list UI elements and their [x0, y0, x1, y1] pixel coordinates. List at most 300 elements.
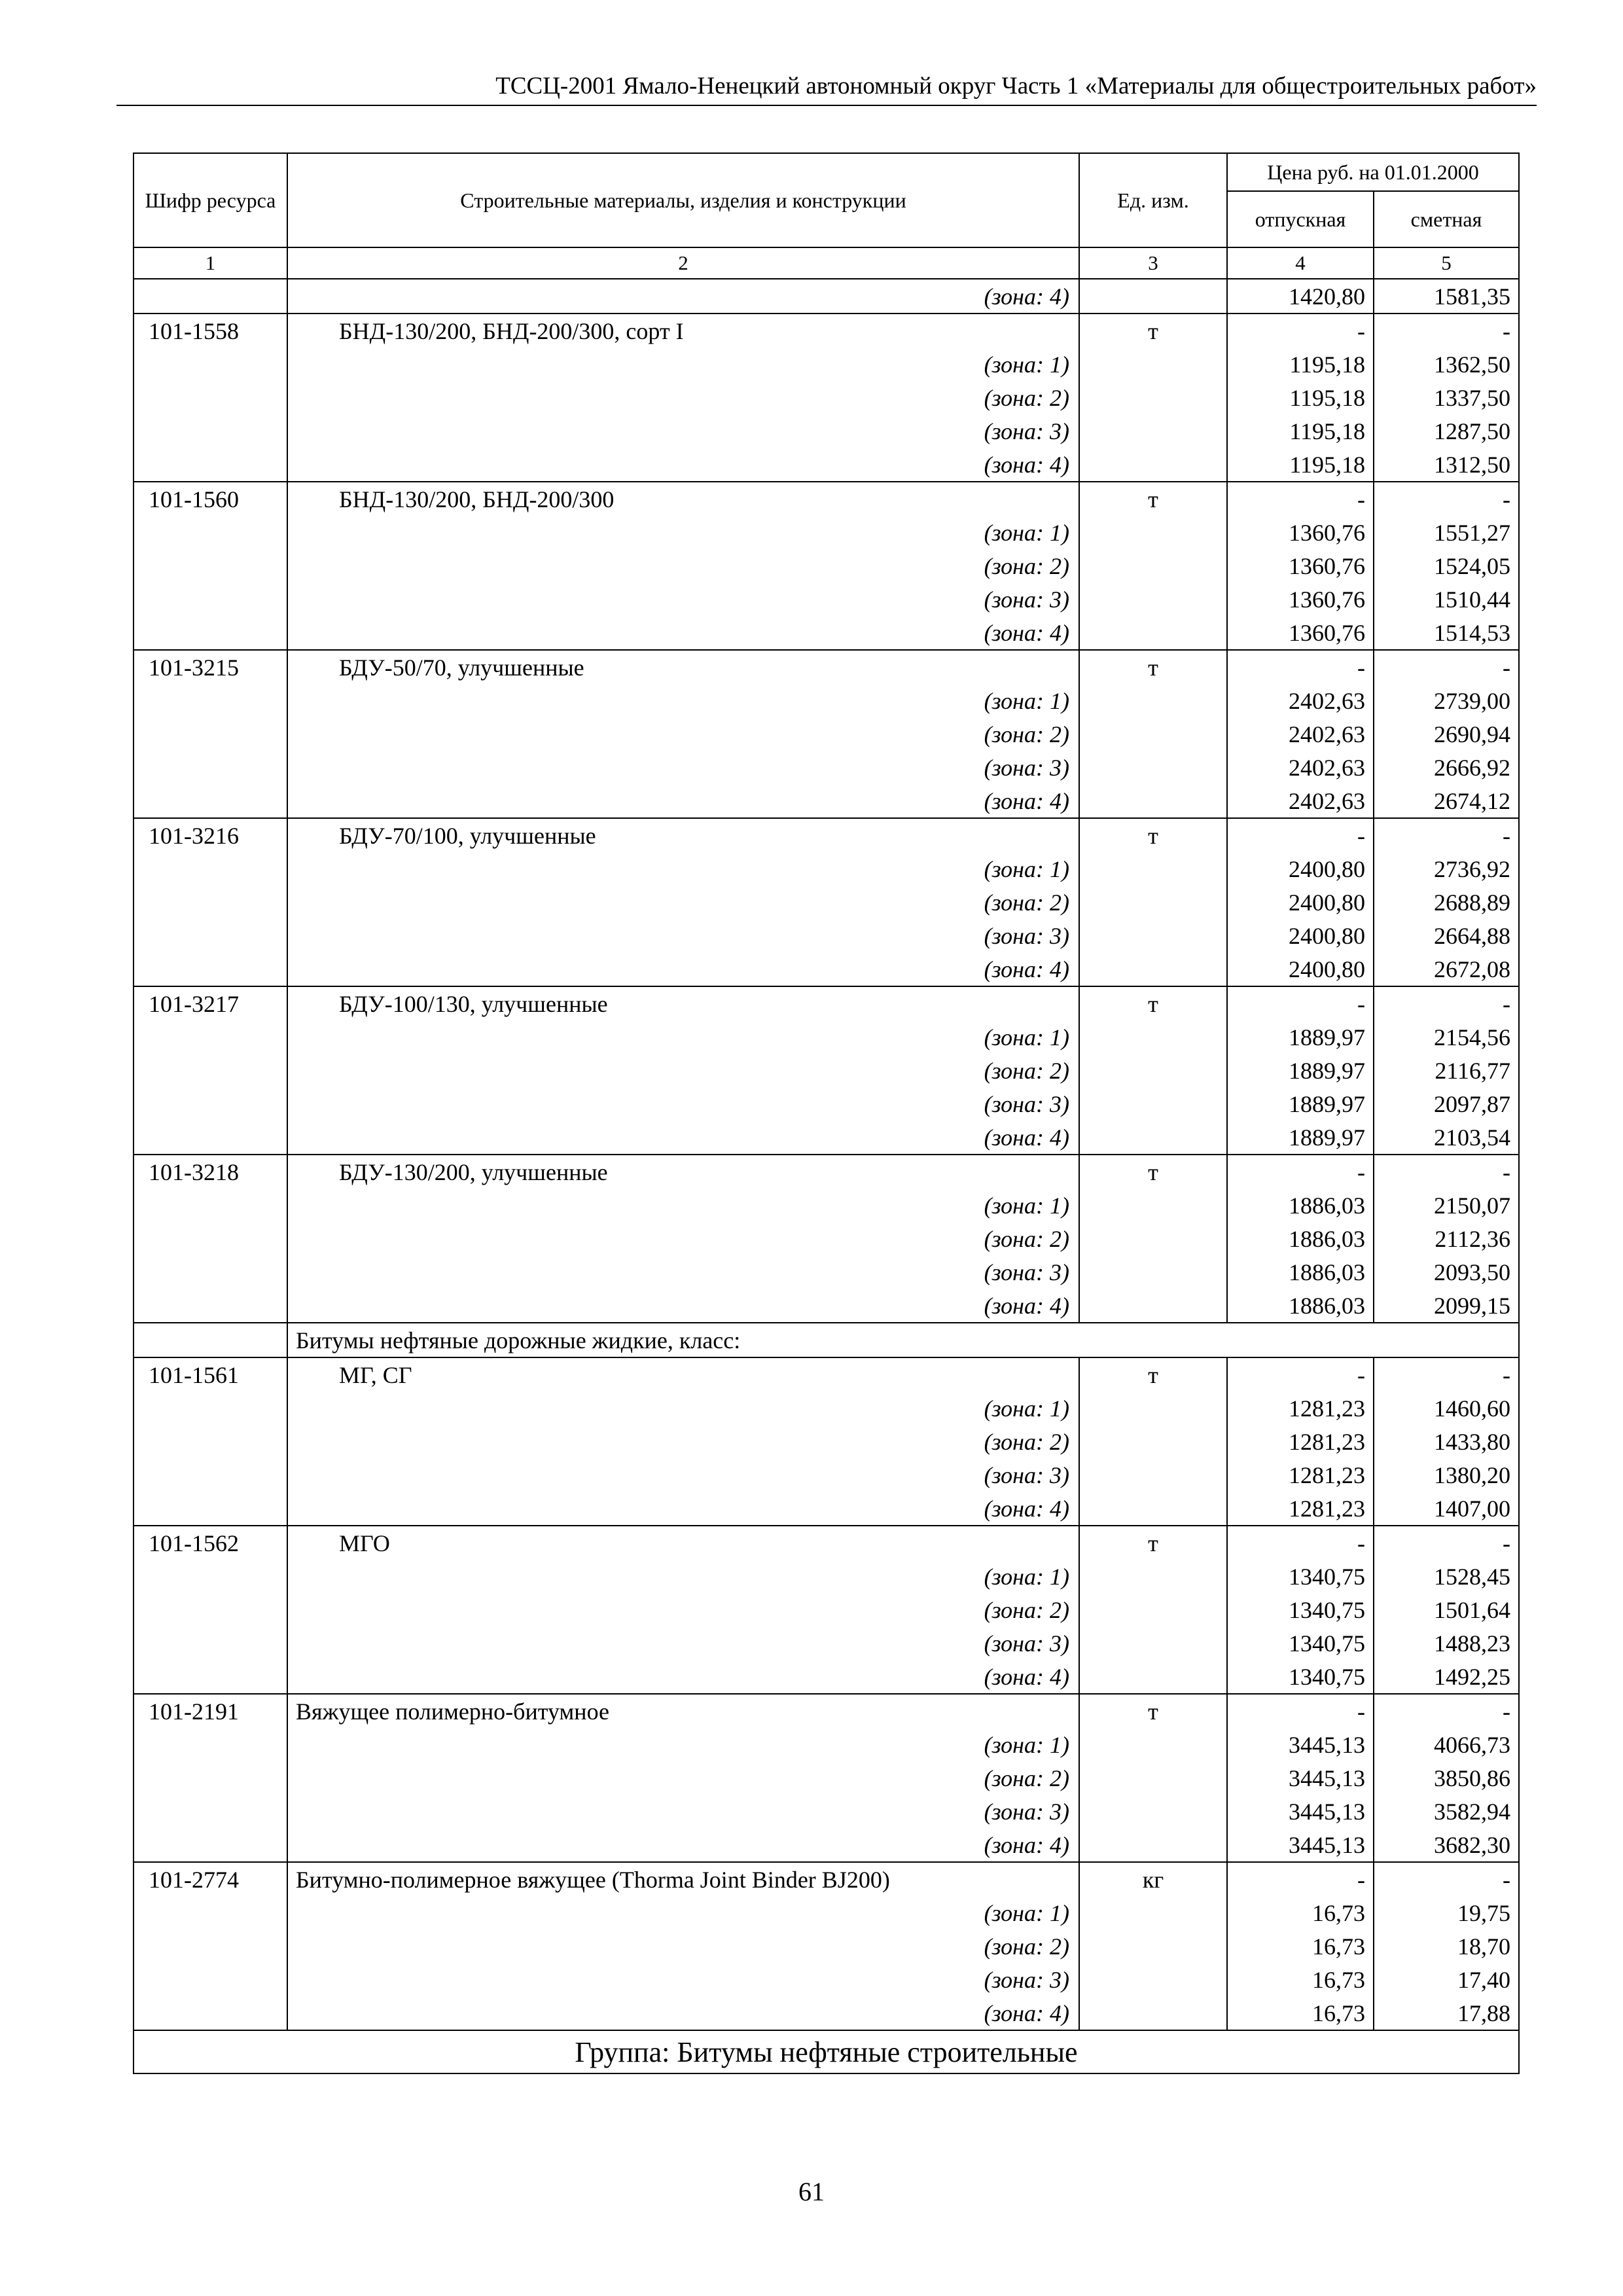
resource-code — [134, 1929, 287, 1963]
resource-code — [134, 1896, 287, 1929]
zone-label: (зона: 3) — [287, 414, 1079, 448]
release-price: 1886,03 — [1227, 1255, 1374, 1289]
resource-code — [134, 1728, 287, 1761]
estimate-price: 1407,00 — [1374, 1492, 1519, 1526]
item-row — [134, 482, 1519, 516]
release-price: 2402,63 — [1227, 751, 1374, 784]
estimate-price: 2666,92 — [1374, 751, 1519, 784]
estimate-price: 2672,08 — [1374, 952, 1519, 986]
release-price: 1889,97 — [1227, 1121, 1374, 1155]
unit — [1079, 1660, 1227, 1694]
resource-code — [134, 919, 287, 952]
zone-row — [134, 1761, 1519, 1795]
release-price: 1340,75 — [1227, 1560, 1374, 1593]
resource-code — [134, 1593, 287, 1626]
release-price: 1886,03 — [1227, 1222, 1374, 1255]
resource-code: 101-3216 — [134, 818, 287, 852]
estimate-price: 1514,53 — [1374, 616, 1519, 650]
estimate-price: 1492,25 — [1374, 1660, 1519, 1694]
zone-label: (зона: 2) — [287, 1593, 1079, 1626]
unit — [1079, 784, 1227, 818]
resource-code — [134, 1425, 287, 1458]
resource-code: 101-2774 — [134, 1862, 287, 1896]
material-name: Вяжущее полимерно-битумное — [287, 1694, 1079, 1728]
release-price: - — [1227, 650, 1374, 684]
zone-row — [134, 751, 1519, 784]
estimate-price: 2739,00 — [1374, 684, 1519, 717]
unit: т — [1079, 986, 1227, 1020]
zone-label: (зона: 1) — [287, 852, 1079, 886]
resource-code — [134, 1222, 287, 1255]
release-price: 3445,13 — [1227, 1828, 1374, 1862]
unit — [1079, 1492, 1227, 1526]
zone-row — [134, 1593, 1519, 1626]
release-price: 3445,13 — [1227, 1795, 1374, 1828]
resource-code — [134, 1054, 287, 1087]
estimate-price: 3582,94 — [1374, 1795, 1519, 1828]
estimate-price: 2099,15 — [1374, 1289, 1519, 1323]
release-price: 1340,75 — [1227, 1660, 1374, 1694]
release-price: 1360,76 — [1227, 616, 1374, 650]
resource-code — [134, 1121, 287, 1155]
zone-label: (зона: 4) — [287, 1828, 1079, 1862]
zone-row — [134, 1963, 1519, 1996]
estimate-price: 17,88 — [1374, 1996, 1519, 2030]
release-price: - — [1227, 1357, 1374, 1391]
resource-code — [134, 549, 287, 583]
zone-row — [134, 684, 1519, 717]
unit: т — [1079, 1694, 1227, 1728]
zone-label: (зона: 2) — [287, 549, 1079, 583]
zone-label: (зона: 1) — [287, 684, 1079, 717]
release-price: 2400,80 — [1227, 886, 1374, 919]
zone-label: (зона: 4) — [287, 1121, 1079, 1155]
unit: кг — [1079, 1862, 1227, 1896]
unit — [1079, 1189, 1227, 1222]
estimate-price: 1524,05 — [1374, 549, 1519, 583]
zone-row — [134, 1222, 1519, 1255]
estimate-price: 1528,45 — [1374, 1560, 1519, 1593]
release-price: 16,73 — [1227, 1963, 1374, 1996]
release-price: - — [1227, 1526, 1374, 1560]
zone-row — [134, 717, 1519, 751]
zone-label: (зона: 1) — [287, 1896, 1079, 1929]
estimate-price: 1337,50 — [1374, 381, 1519, 414]
zone-label: (зона: 3) — [287, 1458, 1079, 1492]
release-price: 16,73 — [1227, 1896, 1374, 1929]
header-price: Цена руб. на 01.01.2000 — [1227, 153, 1519, 191]
resource-code — [134, 1492, 287, 1526]
unit — [1079, 886, 1227, 919]
resource-code — [134, 1020, 287, 1054]
column-number: 4 — [1227, 247, 1374, 279]
group-title: Группа: Битумы нефтяные строительные — [134, 2030, 1519, 2073]
unit — [1079, 1020, 1227, 1054]
unit — [1079, 381, 1227, 414]
item-row — [134, 314, 1519, 348]
zone-row — [134, 1795, 1519, 1828]
zone-label: (зона: 1) — [287, 348, 1079, 381]
unit — [1079, 1996, 1227, 2030]
resource-code: 101-1561 — [134, 1357, 287, 1391]
zone-row — [134, 549, 1519, 583]
unit: т — [1079, 482, 1227, 516]
unit — [1079, 1255, 1227, 1289]
section-title: Битумы нефтяные дорожные жидкие, класс: — [287, 1323, 1519, 1357]
unit: т — [1079, 650, 1227, 684]
zone-row — [134, 1289, 1519, 1323]
unit — [1079, 852, 1227, 886]
release-price: 1195,18 — [1227, 381, 1374, 414]
unit — [1079, 1458, 1227, 1492]
zone-row — [134, 1121, 1519, 1155]
estimate-price: 2154,56 — [1374, 1020, 1519, 1054]
resource-code — [134, 784, 287, 818]
resource-code — [134, 1761, 287, 1795]
zone-row — [134, 1660, 1519, 1694]
unit — [1079, 414, 1227, 448]
zone-label: (зона: 3) — [287, 1963, 1079, 1996]
release-price: - — [1227, 1155, 1374, 1189]
price-table — [133, 152, 1520, 2074]
header-estimate: сметная — [1374, 191, 1519, 247]
release-price: 3445,13 — [1227, 1728, 1374, 1761]
release-price: 1420,80 — [1227, 279, 1374, 314]
zone-row — [134, 279, 1519, 314]
zone-label: (зона: 1) — [287, 1728, 1079, 1761]
unit — [1079, 616, 1227, 650]
estimate-price: 1581,35 — [1374, 279, 1519, 314]
item-row — [134, 1526, 1519, 1560]
zone-row — [134, 1425, 1519, 1458]
resource-code: 101-1562 — [134, 1526, 287, 1560]
zone-label: (зона: 4) — [287, 1492, 1079, 1526]
section-row — [134, 1323, 1519, 1357]
zone-label: (зона: 2) — [287, 1054, 1079, 1087]
item-row — [134, 1862, 1519, 1896]
unit — [1079, 717, 1227, 751]
resource-code — [134, 1189, 287, 1222]
unit — [1079, 1391, 1227, 1425]
page-number: 61 — [798, 2177, 825, 2206]
estimate-price: 19,75 — [1374, 1896, 1519, 1929]
zone-label: (зона: 2) — [287, 381, 1079, 414]
material-name: БДУ-70/100, улучшенные — [287, 818, 1079, 852]
estimate-price: - — [1374, 1526, 1519, 1560]
material-name: БНД-130/200, БНД-200/300, сорт I — [287, 314, 1079, 348]
zone-row — [134, 1054, 1519, 1087]
unit — [1079, 348, 1227, 381]
estimate-price: 2688,89 — [1374, 886, 1519, 919]
resource-code: 101-3215 — [134, 650, 287, 684]
resource-code — [134, 1828, 287, 1862]
material-name: БНД-130/200, БНД-200/300 — [287, 482, 1079, 516]
unit — [1079, 1222, 1227, 1255]
zone-row — [134, 1728, 1519, 1761]
release-price: 1886,03 — [1227, 1289, 1374, 1323]
estimate-price: 2674,12 — [1374, 784, 1519, 818]
release-price: 3445,13 — [1227, 1761, 1374, 1795]
zone-label: (зона: 1) — [287, 1560, 1079, 1593]
estimate-price: 2116,77 — [1374, 1054, 1519, 1087]
release-price: 1360,76 — [1227, 549, 1374, 583]
zone-label: (зона: 3) — [287, 1795, 1079, 1828]
unit — [1079, 1289, 1227, 1323]
resource-code — [134, 616, 287, 650]
unit — [1079, 1795, 1227, 1828]
zone-row — [134, 1626, 1519, 1660]
estimate-price: 1510,44 — [1374, 583, 1519, 616]
zone-label: (зона: 3) — [287, 583, 1079, 616]
estimate-price: - — [1374, 314, 1519, 348]
material-name: БДУ-130/200, улучшенные — [287, 1155, 1079, 1189]
unit — [1079, 919, 1227, 952]
material-name: МГ, СГ — [287, 1357, 1079, 1391]
zone-label: (зона: 3) — [287, 1255, 1079, 1289]
estimate-price: 2097,87 — [1374, 1087, 1519, 1121]
release-price: 1281,23 — [1227, 1458, 1374, 1492]
estimate-price: 18,70 — [1374, 1929, 1519, 1963]
estimate-price: - — [1374, 986, 1519, 1020]
item-row — [134, 1357, 1519, 1391]
resource-code — [134, 1391, 287, 1425]
release-price: 1340,75 — [1227, 1626, 1374, 1660]
zone-row — [134, 1087, 1519, 1121]
estimate-price: 2112,36 — [1374, 1222, 1519, 1255]
item-row — [134, 1155, 1519, 1189]
release-price: 1340,75 — [1227, 1593, 1374, 1626]
zone-label: (зона: 4) — [287, 1660, 1079, 1694]
zone-row — [134, 1189, 1519, 1222]
running-header: ТССЦ-2001 Ямало-Ненецкий автономный округ Часть 1 «Материалы для общестроительных работ» — [495, 73, 1537, 99]
unit — [1079, 1728, 1227, 1761]
zone-row — [134, 1929, 1519, 1963]
resource-code — [134, 684, 287, 717]
zone-row — [134, 348, 1519, 381]
zone-label: (зона: 4) — [287, 616, 1079, 650]
release-price: 2400,80 — [1227, 952, 1374, 986]
unit — [1079, 1761, 1227, 1795]
zone-label: (зона: 4) — [287, 279, 1079, 314]
zone-label: (зона: 3) — [287, 1626, 1079, 1660]
zone-label: (зона: 4) — [287, 1996, 1079, 2030]
material-name: БДУ-100/130, улучшенные — [287, 986, 1079, 1020]
estimate-price: 2093,50 — [1374, 1255, 1519, 1289]
release-price: 1195,18 — [1227, 348, 1374, 381]
resource-code: 101-1558 — [134, 314, 287, 348]
release-price: - — [1227, 314, 1374, 348]
resource-code — [134, 1963, 287, 1996]
estimate-price: - — [1374, 650, 1519, 684]
section-blank — [134, 1323, 287, 1357]
zone-row — [134, 1996, 1519, 2030]
zone-label: (зона: 2) — [287, 1929, 1079, 1963]
release-price: 2402,63 — [1227, 684, 1374, 717]
release-price: 1886,03 — [1227, 1189, 1374, 1222]
resource-code — [134, 381, 287, 414]
unit — [1079, 1896, 1227, 1929]
zone-row — [134, 516, 1519, 549]
estimate-price: 4066,73 — [1374, 1728, 1519, 1761]
resource-code — [134, 717, 287, 751]
zone-label: (зона: 1) — [287, 1020, 1079, 1054]
zone-label: (зона: 3) — [287, 1087, 1079, 1121]
item-row — [134, 986, 1519, 1020]
release-price: - — [1227, 818, 1374, 852]
release-price: 1281,23 — [1227, 1391, 1374, 1425]
resource-code — [134, 448, 287, 482]
zone-row — [134, 1458, 1519, 1492]
zone-row — [134, 448, 1519, 482]
resource-code — [134, 414, 287, 448]
zone-row — [134, 784, 1519, 818]
column-number: 2 — [287, 247, 1079, 279]
zone-row — [134, 616, 1519, 650]
unit — [1079, 1828, 1227, 1862]
resource-code — [134, 1560, 287, 1593]
header-release: отпускная — [1227, 191, 1374, 247]
resource-code: 101-3217 — [134, 986, 287, 1020]
resource-code — [134, 348, 287, 381]
resource-code — [134, 1996, 287, 2030]
estimate-price: 1312,50 — [1374, 448, 1519, 482]
resource-code — [134, 516, 287, 549]
unit — [1079, 1626, 1227, 1660]
unit — [1079, 279, 1227, 314]
material-name: МГО — [287, 1526, 1079, 1560]
header-unit: Ед. изм. — [1079, 153, 1227, 247]
zone-label: (зона: 1) — [287, 1189, 1079, 1222]
unit — [1079, 684, 1227, 717]
zone-row — [134, 1391, 1519, 1425]
zone-label: (зона: 4) — [287, 1289, 1079, 1323]
release-price: 2400,80 — [1227, 919, 1374, 952]
zone-row — [134, 1255, 1519, 1289]
zone-row — [134, 852, 1519, 886]
zone-row — [134, 919, 1519, 952]
resource-code — [134, 279, 287, 314]
estimate-price: 1460,60 — [1374, 1391, 1519, 1425]
resource-code — [134, 751, 287, 784]
unit — [1079, 448, 1227, 482]
resource-code — [134, 1458, 287, 1492]
unit — [1079, 1963, 1227, 1996]
column-number: 5 — [1374, 247, 1519, 279]
zone-row — [134, 1828, 1519, 1862]
estimate-price: - — [1374, 482, 1519, 516]
release-price: 1889,97 — [1227, 1087, 1374, 1121]
zone-label: (зона: 1) — [287, 1391, 1079, 1425]
release-price: 2402,63 — [1227, 784, 1374, 818]
release-price: 16,73 — [1227, 1929, 1374, 1963]
zone-label: (зона: 2) — [287, 717, 1079, 751]
unit — [1079, 1929, 1227, 1963]
zone-row — [134, 381, 1519, 414]
release-price: 1195,18 — [1227, 448, 1374, 482]
estimate-price: - — [1374, 818, 1519, 852]
unit — [1079, 1425, 1227, 1458]
release-price: - — [1227, 1694, 1374, 1728]
resource-code — [134, 1289, 287, 1323]
resource-code — [134, 1626, 287, 1660]
header-rule — [116, 105, 1537, 106]
unit — [1079, 583, 1227, 616]
release-price: 1889,97 — [1227, 1054, 1374, 1087]
resource-code — [134, 1795, 287, 1828]
resource-code: 101-3218 — [134, 1155, 287, 1189]
zone-label: (зона: 3) — [287, 919, 1079, 952]
item-row — [134, 650, 1519, 684]
zone-row — [134, 1896, 1519, 1929]
zone-label: (зона: 2) — [287, 886, 1079, 919]
zone-label: (зона: 2) — [287, 1425, 1079, 1458]
column-number: 1 — [134, 247, 287, 279]
header-code: Шифр ресурса — [134, 153, 287, 247]
unit: т — [1079, 1155, 1227, 1189]
estimate-price: 1362,50 — [1374, 348, 1519, 381]
estimate-price: 17,40 — [1374, 1963, 1519, 1996]
resource-code — [134, 1660, 287, 1694]
estimate-price: 1380,20 — [1374, 1458, 1519, 1492]
resource-code — [134, 852, 287, 886]
zone-row — [134, 1560, 1519, 1593]
resource-code — [134, 583, 287, 616]
resource-code: 101-1560 — [134, 482, 287, 516]
zone-row — [134, 583, 1519, 616]
material-name: БДУ-50/70, улучшенные — [287, 650, 1079, 684]
zone-row — [134, 414, 1519, 448]
release-price: 1281,23 — [1227, 1425, 1374, 1458]
release-price: 2400,80 — [1227, 852, 1374, 886]
unit — [1079, 549, 1227, 583]
estimate-price: 1488,23 — [1374, 1626, 1519, 1660]
item-row — [134, 818, 1519, 852]
unit: т — [1079, 1357, 1227, 1391]
zone-label: (зона: 2) — [287, 1222, 1079, 1255]
item-row — [134, 1694, 1519, 1728]
release-price: 1889,97 — [1227, 1020, 1374, 1054]
estimate-price: 2103,54 — [1374, 1121, 1519, 1155]
release-price: 1360,76 — [1227, 583, 1374, 616]
estimate-price: 2736,92 — [1374, 852, 1519, 886]
unit — [1079, 1121, 1227, 1155]
zone-label: (зона: 4) — [287, 448, 1079, 482]
unit: т — [1079, 314, 1227, 348]
release-price: - — [1227, 1862, 1374, 1896]
estimate-price: 3850,86 — [1374, 1761, 1519, 1795]
zone-label: (зона: 4) — [287, 784, 1079, 818]
table-body — [134, 279, 1519, 2030]
zone-row — [134, 1020, 1519, 1054]
release-price: 2402,63 — [1227, 717, 1374, 751]
estimate-price: - — [1374, 1862, 1519, 1896]
estimate-price: - — [1374, 1694, 1519, 1728]
unit — [1079, 1054, 1227, 1087]
header-name: Строительные материалы, изделия и конструкции — [287, 153, 1079, 247]
release-price: - — [1227, 482, 1374, 516]
unit — [1079, 1593, 1227, 1626]
zone-row — [134, 1492, 1519, 1526]
resource-code — [134, 1087, 287, 1121]
unit — [1079, 952, 1227, 986]
zone-label: (зона: 3) — [287, 751, 1079, 784]
estimate-price: - — [1374, 1357, 1519, 1391]
column-number: 3 — [1079, 247, 1227, 279]
zone-label: (зона: 2) — [287, 1761, 1079, 1795]
estimate-price: 1287,50 — [1374, 414, 1519, 448]
estimate-price: 2150,07 — [1374, 1189, 1519, 1222]
zone-label: (зона: 1) — [287, 516, 1079, 549]
